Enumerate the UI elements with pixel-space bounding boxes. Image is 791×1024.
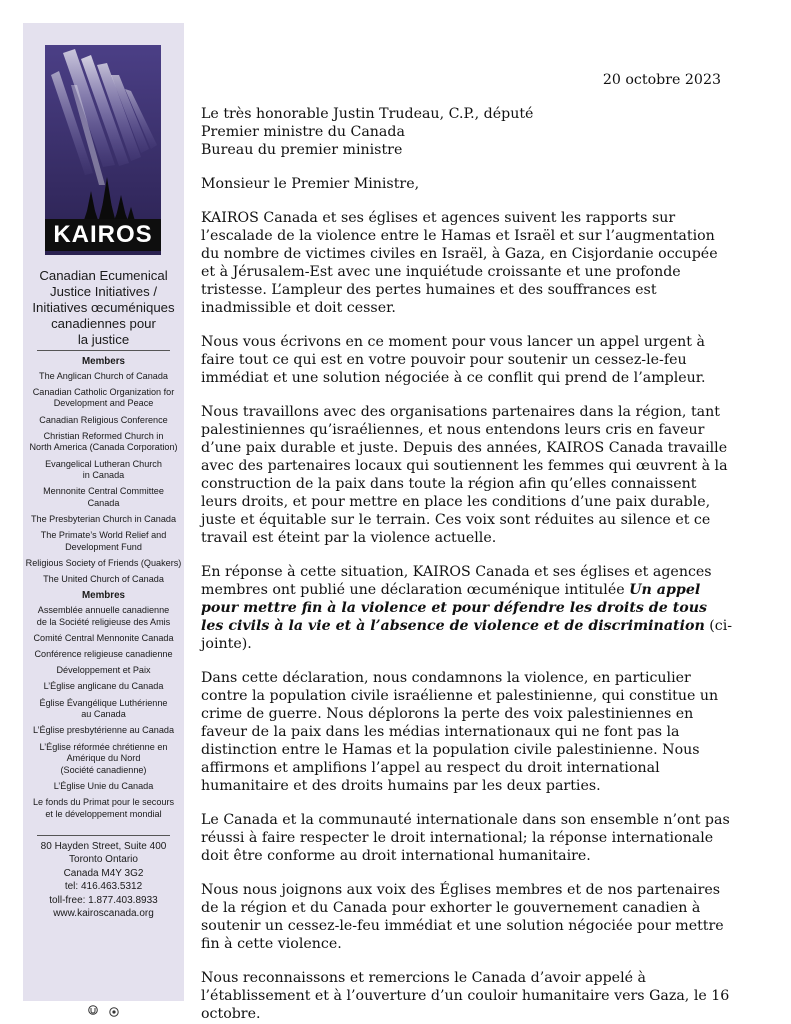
member-en-item-line: The Primate’s World Relief and	[40, 530, 167, 541]
member-en-item-line: Canadian Catholic Organization for	[32, 386, 175, 397]
paragraph-1: KAIROS Canada et ses églises et agences suivent les rapports sur l’escalade de la violence entre le Hamas et Israël et sur l’augmentation du nombre de victimes civiles en Israël, à Gaza, en Cisjordanie occupée et à Jérusalem-Est avec une inquiétude croissante et une profonde tristesse. L’ampleur des pertes humaines et des souffrances est inadmissible et doit cesser.	[201, 210, 718, 316]
member-fr-item-line: Conférence religieuse canadienne	[34, 649, 173, 659]
member-en-item-line: Religious Society of Friends (Quakers)	[25, 558, 182, 569]
member-fr-item-line: (Société canadienne)	[60, 764, 147, 775]
contact-website[interactable]: www.kairoscanada.org	[53, 908, 154, 920]
member-en-item-line: The Presbyterian Church in Canada	[30, 514, 177, 525]
paragraph-5: Dans cette déclaration, nous condamnons la violence, en particulier contre la population civile israélienne et palestinienne, qui constitue un crime de guerre. Nous déplorons la perte des voix palestiniennes en faveur de la paix dans les médias internationaux qui ne font pas la distinction entre le Hamas et la population civile palestinienne. Nous affirmons et amplifions l’appel au respect du droit international humanitaire et des droits humains par les deux parties.	[201, 670, 719, 794]
contact-tollfree: toll-free: 1.877.403.8933	[49, 894, 158, 906]
member-fr-item-line: L’Église anglicane du Canada	[43, 681, 164, 692]
member-fr-item-line: L’Église réformée chrétienne en	[39, 741, 168, 752]
member-fr-item	[25, 605, 182, 628]
recipient-line: Le très honorable Justin Trudeau, C.P., député	[201, 106, 534, 122]
declaration-title: Un appel pour mettre fin à la violence et pour défendre les droits de tous les civils à la vie et à l’absence de violence et de discrimination	[201, 582, 708, 634]
members-heading-fr: Membres	[81, 590, 125, 602]
member-en-item	[25, 387, 182, 410]
member-en-item	[25, 459, 182, 482]
org-line: canadiennes pour	[51, 316, 156, 331]
organization-name	[27, 268, 180, 348]
org-line: Justice Initiatives /	[49, 284, 157, 299]
letter-date: 20 octobre 2023	[602, 72, 721, 88]
member-fr-item-line: L’Église Unie du Canada	[53, 780, 154, 791]
kairos-logo	[45, 45, 161, 255]
divider	[37, 835, 170, 836]
paragraph-3: Nous travaillons avec des organisations partenaires dans la région, tant palestiniennes qu’israéliennes, et nous entendons leurs cris en faveur d’une paix durable et juste. Depuis des années, KAIROS Canada travaille avec des partenaires locaux qui soutiennent les femmes qui œuvrent à la construction de la paix dans toute la région afin qu’elles connaissent leurs droits, et pour mettre en place les conditions d’une paix durable, juste et équitable sur le terrain. Ces voix sont réduites au silence et ce travail est éteint par la violence actuelle.	[201, 404, 728, 546]
sidebar	[23, 23, 184, 1001]
divider	[37, 350, 170, 351]
contact-block	[25, 840, 182, 920]
contact-postal: Canada M4Y 3G2	[63, 867, 144, 879]
recycle-seal-icon	[109, 1007, 119, 1019]
paragraph-4-suffix: (ci-jointe).	[201, 618, 733, 652]
members-fr-list	[25, 605, 182, 820]
footer-marks	[23, 1005, 184, 1019]
members-en-list	[25, 371, 182, 586]
member-fr-item-line: Développement et Paix	[56, 665, 151, 676]
member-en-item	[25, 574, 182, 586]
recipient-block	[201, 105, 733, 159]
member-fr-item-line: Assemblée annuelle canadienne	[37, 605, 170, 616]
org-line: la justice	[77, 332, 130, 347]
member-en-item	[25, 415, 182, 427]
members-heading-en: Members	[81, 356, 125, 367]
member-fr-item	[25, 797, 182, 820]
member-en-item	[25, 558, 182, 570]
paragraph-2: Nous vous écrivons en ce moment pour vous lancer un appel urgent à faire tout ce qui est en votre pouvoir pour soutenir un cessez-le-feu immédiat et une solution négociée à ce conflit qui prend de l’ampleur.	[201, 334, 706, 386]
paragraph-4	[201, 563, 733, 653]
member-fr-item	[25, 633, 182, 645]
member-en-item	[25, 431, 182, 454]
contact-city: Toronto Ontario	[69, 854, 138, 866]
paragraph-6: Le Canada et la communauté internationale dans son ensemble n’ont pas réussi à faire respecter le droit international; la réponse internationale doit être conforme au droit international humanitaire.	[201, 812, 730, 864]
contact-address: 80 Hayden Street, Suite 400	[40, 841, 167, 852]
member-fr-item-line: de la Société religieuse des Amis	[36, 616, 171, 627]
member-en-item-line: Canada	[87, 497, 120, 508]
member-fr-item	[25, 781, 182, 793]
member-fr-item	[25, 742, 182, 777]
paragraph-7: Nous nous joignons aux voix des Églises membres et de nos partenaires de la région et du Canada pour exhorter le gouvernement canadien à soutenir un cessez-le-feu immédiat et une solution négociée pour mettre fin à cette violence.	[201, 882, 724, 952]
recipient-line: Premier ministre du Canada	[201, 124, 405, 140]
member-en-item-line: Development Fund	[65, 541, 142, 552]
salutation: Monsieur le Premier Ministre,	[201, 176, 420, 192]
member-en-item	[25, 371, 182, 383]
member-fr-item-line: Le fonds du Primat pour le secours	[32, 797, 175, 808]
member-fr-item	[25, 649, 182, 661]
member-en-item	[25, 530, 182, 553]
member-fr-item	[25, 725, 182, 737]
member-fr-item-line: et le développement mondial	[45, 808, 162, 819]
member-en-item-line: Evangelical Lutheran Church	[45, 458, 162, 469]
member-en-item-line: Development and Peace	[53, 398, 154, 409]
letter-body	[201, 105, 733, 1023]
member-en-item-line: in Canada	[82, 470, 125, 481]
members-list	[25, 355, 182, 825]
member-fr-item-line: Comité Central Mennonite Canada	[33, 632, 174, 643]
paragraph-4-text: En réponse à cette situation, KAIROS Canada et ses églises et agences membres ont publié une déclaration œcuménique intitulée	[201, 564, 712, 598]
contact-phone: tel: 416.463.5312	[64, 881, 143, 893]
member-en-item-line: North America (Canada Corporation)	[29, 442, 178, 453]
member-en-item-line: The United Church of Canada	[43, 574, 164, 585]
member-en-item-line: The Anglican Church of Canada	[39, 370, 168, 381]
member-fr-item-line: Amérique du Nord	[66, 753, 141, 764]
union-bug-icon	[88, 1005, 98, 1019]
member-en-item	[25, 514, 182, 526]
member-fr-item	[25, 665, 182, 677]
member-en-item	[25, 486, 182, 509]
logo-wordmark: KAIROS	[45, 219, 161, 251]
org-line: Canadian Ecumenical	[39, 268, 168, 283]
org-line: Initiatives œcuméniques	[32, 300, 175, 315]
member-fr-item-line: Église Évangélique Luthérienne	[39, 697, 168, 708]
member-en-item-line: Canadian Religious Conference	[39, 414, 168, 425]
member-fr-item	[25, 681, 182, 693]
member-en-item-line: Christian Reformed Church in	[43, 430, 164, 441]
paragraph-8: Nous reconnaissons et remercions le Canada d’avoir appelé à l’établissement et à l’ouverture d’un couloir humanitaire vers Gaza, le 16 octobre.	[201, 970, 730, 1022]
member-fr-item	[25, 698, 182, 721]
member-en-item-line: Mennonite Central Committee	[43, 486, 164, 497]
member-fr-item-line: L’Église presbytérienne au Canada	[32, 725, 175, 736]
member-fr-item-line: au Canada	[81, 709, 126, 720]
recipient-line: Bureau du premier ministre	[201, 142, 403, 158]
